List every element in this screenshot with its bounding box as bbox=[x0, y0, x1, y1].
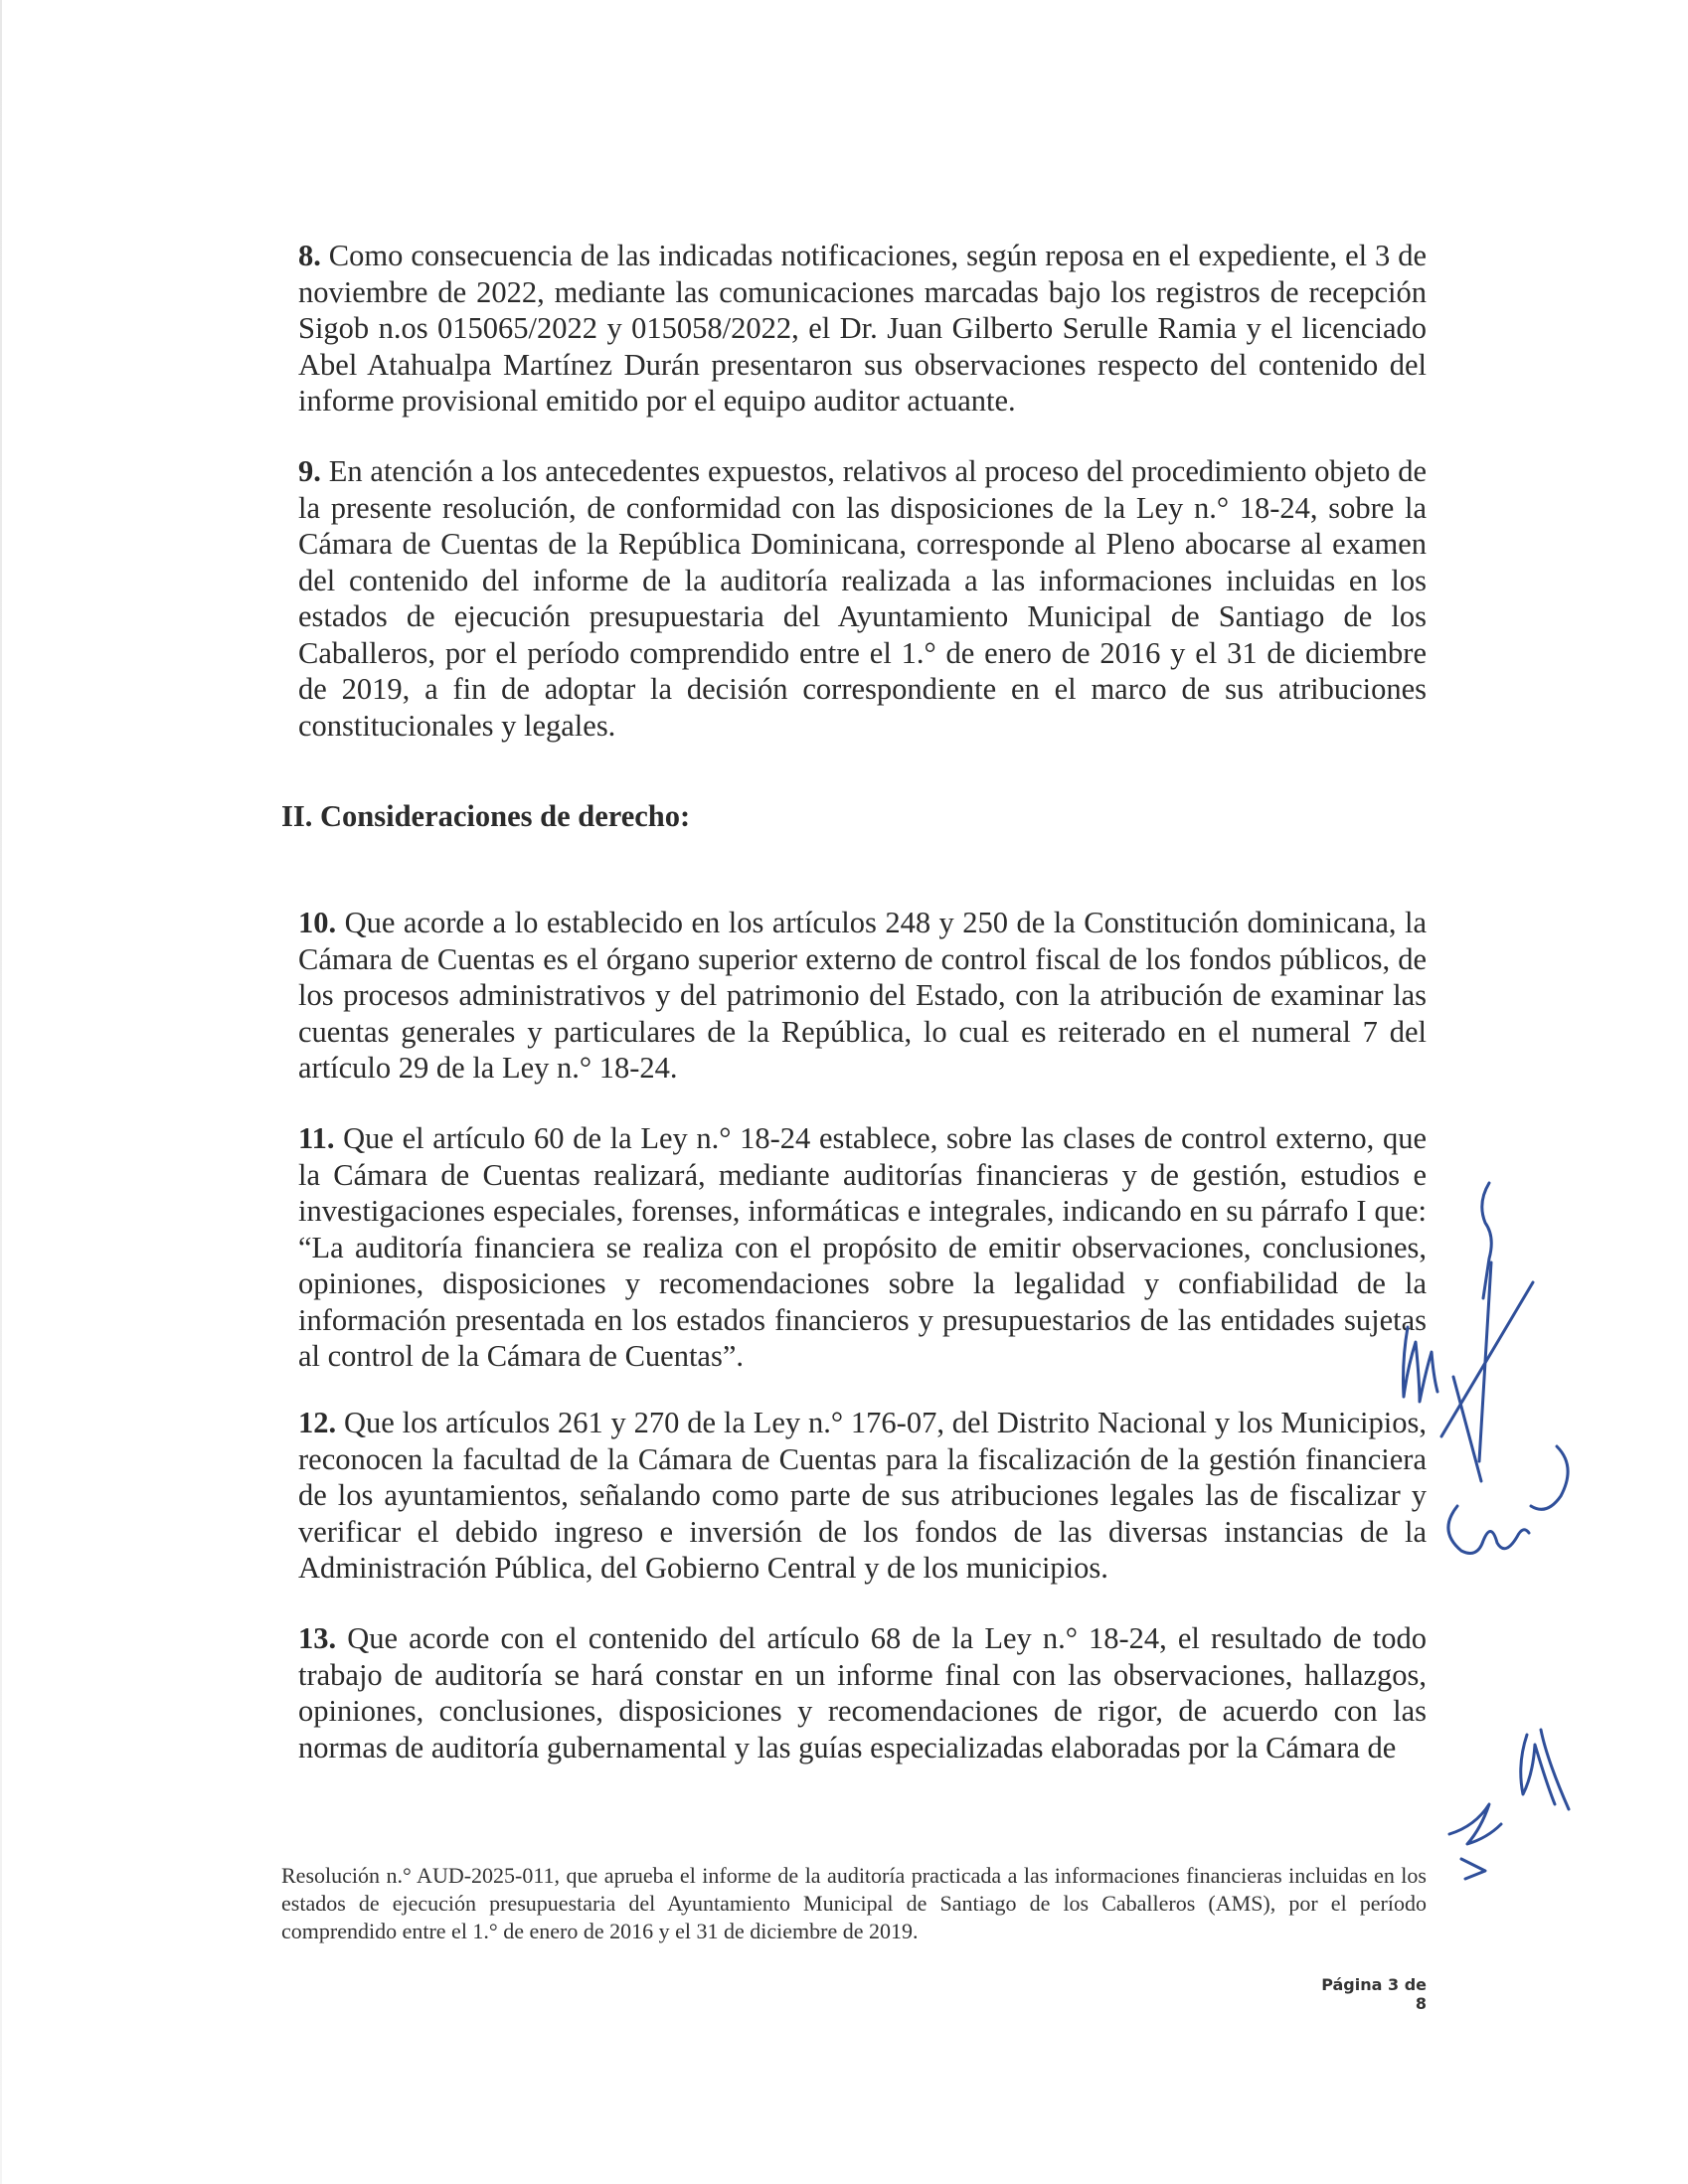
signature-stroke bbox=[1404, 1327, 1438, 1402]
paragraph-number: 10. bbox=[298, 906, 337, 939]
paragraph-13 bbox=[298, 1620, 1427, 1765]
paragraph-number: 13. bbox=[298, 1621, 337, 1655]
signature-stroke bbox=[1448, 1506, 1529, 1553]
paragraph-text: Como consecuencia de las indicadas notificaciones, según reposa en el expediente, el 3 de noviembre de 2022, mediante las comunicaciones marcadas bajo los registros de recepción Sigob n.os 015065/2022 y 015058/2022, el Dr. Juan Gilberto Serulle Ramia y el licenciado Abel Atahualpa Martínez Durán presentaron sus observaciones respecto del contenido del informe provisional emitido por el equipo auditor actuante. bbox=[298, 239, 1427, 418]
paragraph-8 bbox=[298, 238, 1427, 420]
paragraph-12 bbox=[298, 1405, 1427, 1587]
paragraph-text: Que los artículos 261 y 270 de la Ley n.° 176-07, del Distrito Nacional y los Municipios, reconocen la facultad de la Cámara de Cuentas para la fiscalización de la gestión financiera de los ayuntamientos, señalando como parte de sus atribuciones legales las de fiscalizar y verificar el debido ingreso e inversión de los fondos de las diversas instancias de la Administración Pública, del Gobierno Central y de los municipios. bbox=[298, 1406, 1427, 1585]
section-heading: II. Consideraciones de derecho: bbox=[281, 799, 691, 833]
paragraph-text: En atención a los antecedentes expuestos, relativos al proceso del procedimiento objeto de la presente resolución, de conformidad con las disposiciones de la Ley n.° 18-24, sobre la Cámara de Cuentas de la República Dominicana, corresponde al Pleno abocarse al examen del contenido del informe de la auditoría realizada a las informaciones incluidas en los estados de ejecución presupuestaria del Ayuntamiento Municipal de Santiago de los Caballeros, por el período comprendido entre el 1.° de enero de 2016 y el 31 de diciembre de 2019, a fin de adoptar la decisión correspondiente en el marco de sus atribuciones constitucionales y legales. bbox=[298, 454, 1427, 743]
page-number: Página 3 de 8 bbox=[1321, 1975, 1427, 2013]
paragraph-number: 8. bbox=[298, 239, 321, 272]
paragraph-11 bbox=[298, 1120, 1427, 1375]
signature-stroke bbox=[1449, 1804, 1501, 1844]
signature-stroke bbox=[1531, 1446, 1568, 1509]
signature-stroke bbox=[1461, 1859, 1485, 1879]
paragraph-text: Que acorde con el contenido del artículo 68 de la Ley n.° 18-24, el resultado de todo trabajo de auditoría se hará constar en un informe final con las observaciones, hallazgos, opiniones, conclusiones, disposiciones y recomendaciones de rigor, de acuerdo con las normas de auditoría gubernamental y las guías especializadas elaboradas por la Cámara de bbox=[298, 1621, 1427, 1764]
footer-resolution-text: Resolución n.° AUD-2025-011, que aprueba el informe de la auditoría practicada a las informaciones financieras incluidas en los estados de ejecución presupuestaria del Ayuntamiento Municipal de Santiago de los Caballeros (AMS), por el período comprendido entre el 1.° de enero de 2016 y el 31 de diciembre de 2019. bbox=[281, 1863, 1427, 1943]
paragraph-number: 12. bbox=[298, 1406, 337, 1439]
paragraph-number: 9. bbox=[298, 454, 321, 488]
handwritten-signatures bbox=[1372, 1173, 1670, 1948]
signature-stroke bbox=[1541, 1730, 1569, 1809]
page-edge bbox=[0, 0, 2, 2184]
paragraph-9 bbox=[298, 453, 1427, 744]
paragraph-text: Que el artículo 60 de la Ley n.° 18-24 establece, sobre las clases de control externo, que la Cámara de Cuentas realizará, mediante auditorías financieras y de gestión, estudios e investigaciones especiales, forenses, informáticas e integrales, indicando en su párrafo I que: “La auditoría financiera se realiza con el propósito de emitir observaciones, conclusiones, opiniones, disposiciones y recomendaciones sobre la legalidad y confiabilidad de la información presentada en los estados financieros y presupuestarios de las entidades sujetas al control de la Cámara de Cuentas”. bbox=[298, 1121, 1427, 1373]
signature-stroke bbox=[1521, 1735, 1555, 1804]
paragraph-number: 11. bbox=[298, 1121, 335, 1155]
paragraph-text: Que acorde a lo establecido en los artículos 248 y 250 de la Constitución dominicana, la Cámara de Cuentas es el órgano superior externo de control fiscal de los fondos públicos, de los procesos administrativos y del patrimonio del Estado, con la atribución de examinar las cuentas generales y particulares de la República, lo cual es reiterado en el numeral 7 del artículo 29 de la Ley n.° 18-24. bbox=[298, 906, 1427, 1085]
paragraph-10 bbox=[298, 905, 1427, 1087]
